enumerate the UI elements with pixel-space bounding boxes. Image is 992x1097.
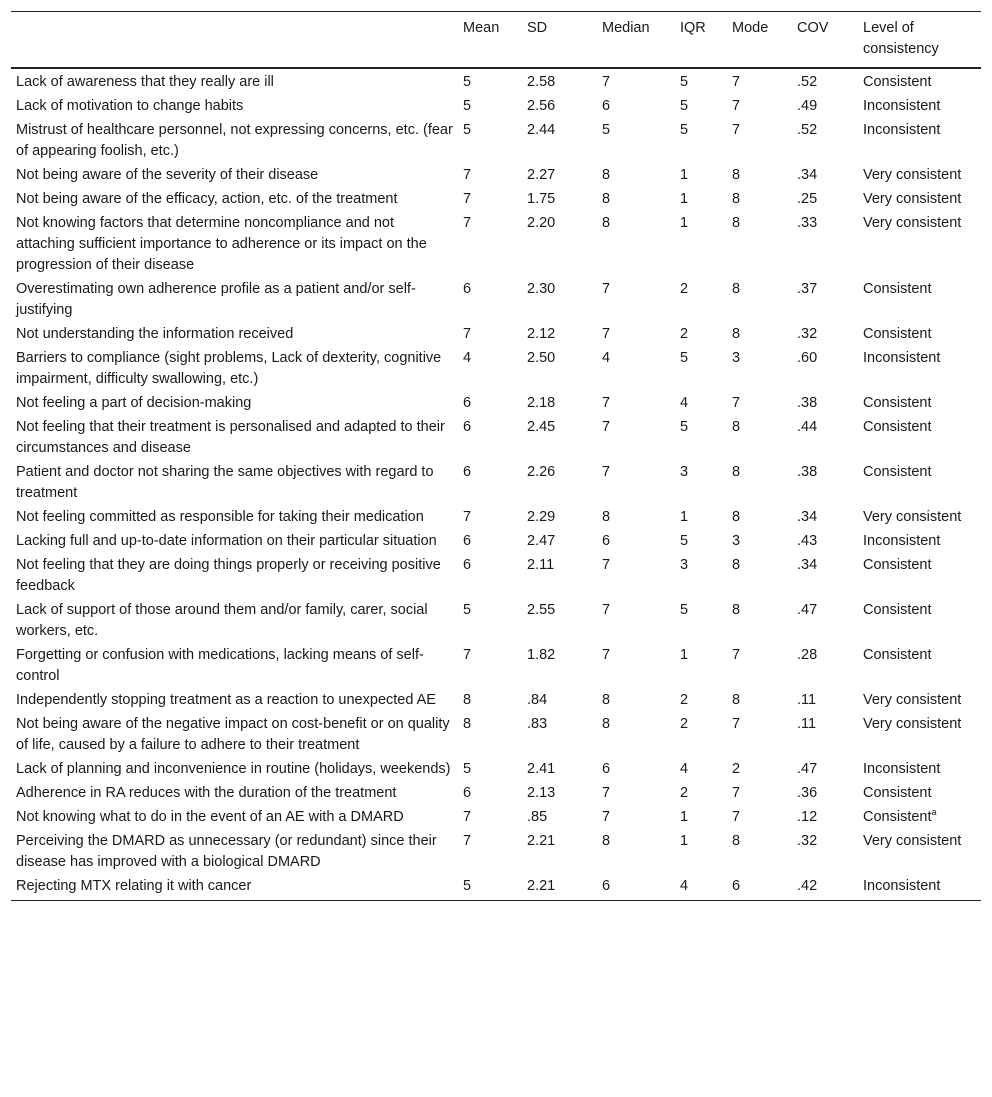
cell-level: Very consistent — [863, 191, 962, 207]
cell-sd: 2.18 — [527, 395, 556, 411]
cell-factor: Perceiving the DMARD as unnecessary (or redundant) since their disease has improved with a biological DMARD — [16, 833, 437, 870]
cell-cov: .43 — [797, 533, 818, 549]
cell-mode: 2 — [732, 761, 741, 777]
table-row — [11, 460, 981, 505]
cell-median: 7 — [602, 809, 611, 825]
cell-mean: 6 — [463, 464, 472, 480]
table-row — [11, 529, 981, 553]
cell-iqr: 2 — [680, 716, 689, 732]
cell-iqr: 5 — [680, 602, 689, 618]
cell-median: 8 — [602, 191, 611, 207]
cell-mode: 8 — [732, 557, 741, 573]
cell-level: Consistent$^a$ — [863, 807, 937, 825]
cell-factor: Not being aware of the negative impact on cost-benefit or on quality of life, caused by a failure to adhere to their treatment — [16, 716, 450, 753]
cell-factor: Rejecting MTX relating it with cancer — [11, 874, 458, 901]
cell-cov: .25 — [797, 191, 818, 207]
cell-level: Inconsistent — [863, 533, 941, 549]
cell-mode: 3 — [732, 350, 741, 366]
cell-mode: 8 — [732, 692, 741, 708]
cell-factor: Not feeling committed as responsible for taking their medication — [16, 509, 424, 525]
cell-mode: 8 — [732, 281, 741, 297]
cell-iqr: 2 — [680, 326, 689, 342]
cell-mode: 7 — [732, 74, 741, 90]
cell-cov: .28 — [797, 647, 818, 663]
cell-cov: .11 — [797, 692, 817, 708]
cell-level: Consistent — [863, 74, 932, 90]
cell-mean: 6 — [463, 533, 472, 549]
cell-iqr: 2 — [680, 281, 689, 297]
table-row — [11, 829, 981, 874]
cell-factor: Adherence in RA reduces with the duration of the treatment — [16, 785, 397, 801]
cell-iqr: 4 — [675, 874, 727, 901]
cell-factor: Not knowing factors that determine noncompliance and not attaching sufficient importance to adherence or its impact on the progression of their disease — [16, 215, 427, 273]
cell-sd: .83 — [527, 716, 548, 732]
cell-mode: 8 — [732, 602, 741, 618]
cell-iqr: 1 — [680, 647, 689, 663]
cell-factor: Lack of support of those around them and/or family, carer, social workers, etc. — [16, 602, 428, 639]
cell-cov: .34 — [797, 509, 818, 525]
cell-cov: .34 — [797, 167, 818, 183]
cell-iqr: 4 — [680, 395, 689, 411]
cell-cov: .52 — [797, 122, 818, 138]
cell-mean: 8 — [463, 692, 472, 708]
header-median: Median — [597, 12, 675, 69]
cell-median: 7 — [602, 419, 611, 435]
cell-cov: .36 — [797, 785, 818, 801]
cell-sd: 2.41 — [527, 761, 556, 777]
cell-factor: Lack of planning and inconvenience in routine (holidays, weekends) — [16, 761, 451, 777]
cell-mode: 8 — [732, 215, 741, 231]
cell-median: 7 — [602, 602, 611, 618]
cell-factor: Forgetting or confusion with medications, lacking means of self-control — [16, 647, 424, 684]
cell-iqr: 5 — [680, 350, 689, 366]
cell-sd: 2.58 — [527, 74, 556, 90]
cell-median: 6 — [602, 533, 611, 549]
cell-level: Very consistent — [863, 692, 962, 708]
cell-mean: 6 — [463, 785, 472, 801]
cell-level: Inconsistent — [863, 350, 941, 366]
cell-factor: Mistrust of healthcare personnel, not expressing concerns, etc. (fear of appearing foolish, etc.) — [16, 122, 453, 159]
cell-mean: 7 — [463, 647, 472, 663]
cell-level: Consistent — [863, 464, 932, 480]
cell-level: Very consistent — [863, 509, 962, 525]
cell-cov: .44 — [797, 419, 818, 435]
cell-mean: 6 — [463, 419, 472, 435]
cell-mean: 7 — [463, 833, 472, 849]
cell-median: 7 — [602, 647, 611, 663]
cell-iqr: 3 — [680, 464, 689, 480]
cell-sd: 2.13 — [527, 785, 556, 801]
cell-iqr: 1 — [680, 809, 689, 825]
cell-cov: .33 — [797, 215, 818, 231]
cell-sd: 2.20 — [527, 215, 556, 231]
cell-sd: 1.82 — [527, 647, 556, 663]
cell-mode: 7 — [732, 809, 741, 825]
cell-median: 5 — [602, 122, 611, 138]
cell-cov: .38 — [797, 395, 818, 411]
cell-cov: .47 — [797, 602, 818, 618]
cell-sd: 2.29 — [527, 509, 556, 525]
cell-level: Consistent — [863, 557, 932, 573]
cell-level: Inconsistent — [863, 761, 941, 777]
cell-mode: 3 — [732, 533, 741, 549]
table-row — [11, 163, 981, 187]
cell-iqr: 5 — [680, 533, 689, 549]
cell-sd: 2.26 — [527, 464, 556, 480]
cell-median: 8 — [602, 167, 611, 183]
cell-mode: 8 — [732, 833, 741, 849]
cell-mode: 8 — [732, 419, 741, 435]
cell-median: 6 — [602, 98, 611, 114]
cell-cov: .34 — [797, 557, 818, 573]
cell-sd: 2.44 — [527, 122, 556, 138]
cell-mean: 4 — [463, 350, 472, 366]
cell-median: 6 — [597, 874, 675, 901]
header-mean: Mean — [458, 12, 522, 69]
table-row — [11, 805, 981, 829]
cell-iqr: 1 — [680, 167, 689, 183]
cell-sd: .85 — [527, 809, 548, 825]
table-row — [11, 346, 981, 391]
table-row — [11, 322, 981, 346]
cell-level: Inconsistent — [863, 122, 941, 138]
cell-factor: Not feeling that they are doing things properly or receiving positive feedback — [16, 557, 441, 594]
cell-cov: .42 — [792, 874, 858, 901]
cell-iqr: 1 — [680, 833, 689, 849]
cell-mean: 7 — [463, 809, 472, 825]
cell-median: 8 — [602, 215, 611, 231]
cell-mode: 7 — [732, 98, 741, 114]
cell-cov: .49 — [797, 98, 818, 114]
cell-cov: .47 — [797, 761, 818, 777]
cell-factor: Not feeling that their treatment is personalised and adapted to their circumstances and disease — [16, 419, 445, 456]
cell-sd: .84 — [527, 692, 548, 708]
cell-mean: 5 — [463, 602, 472, 618]
cell-factor: Lacking full and up-to-date information on their particular situation — [16, 533, 437, 549]
cell-median: 4 — [602, 350, 611, 366]
table-row — [11, 277, 981, 322]
cell-iqr: 5 — [680, 122, 689, 138]
table-row — [11, 643, 981, 688]
cell-level: Consistent — [863, 395, 932, 411]
cell-sd: 2.56 — [527, 98, 556, 114]
cell-iqr: 1 — [680, 509, 689, 525]
table-row — [11, 553, 981, 598]
cell-mean: 6 — [463, 395, 472, 411]
cell-median: 8 — [602, 833, 611, 849]
cell-median: 7 — [602, 464, 611, 480]
cell-sd: 2.21 — [527, 833, 556, 849]
cell-iqr: 2 — [680, 785, 689, 801]
table-row — [11, 781, 981, 805]
cell-iqr: 4 — [680, 761, 689, 777]
cell-mean: 7 — [463, 191, 472, 207]
table-row — [11, 187, 981, 211]
cell-factor: Barriers to compliance (sight problems, Lack of dexterity, cognitive impairment, difficulty swallowing, etc.) — [16, 350, 442, 387]
cell-sd: 2.45 — [527, 419, 556, 435]
cell-level: Consistent — [863, 419, 932, 435]
cell-cov: .11 — [797, 716, 817, 732]
cell-cov: .32 — [797, 326, 818, 342]
cell-level: Inconsistent — [858, 874, 981, 901]
table-row — [11, 94, 981, 118]
cell-mode: 7 — [732, 647, 741, 663]
cell-mean: 7 — [463, 215, 472, 231]
cell-mode: 8 — [732, 509, 741, 525]
header-row — [11, 12, 981, 69]
cell-mode: 8 — [732, 167, 741, 183]
cell-level: Consistent — [863, 602, 932, 618]
table-row — [11, 598, 981, 643]
cell-median: 7 — [602, 326, 611, 342]
cell-factor: Patient and doctor not sharing the same objectives with regard to treatment — [16, 464, 434, 501]
cell-median: 6 — [602, 761, 611, 777]
cell-factor: Overestimating own adherence profile as a patient and/or self-justifying — [16, 281, 416, 318]
cell-median: 7 — [602, 785, 611, 801]
table-row — [11, 391, 981, 415]
cell-factor: Not being aware of the severity of their disease — [16, 167, 319, 183]
cell-cov: .32 — [797, 833, 818, 849]
cell-sd: 2.30 — [527, 281, 556, 297]
cell-sd: 2.50 — [527, 350, 556, 366]
cell-mean: 7 — [463, 167, 472, 183]
cell-factor: Lack of motivation to change habits — [16, 98, 244, 114]
cell-cov: .37 — [797, 281, 818, 297]
cell-level: Very consistent — [863, 833, 962, 849]
cell-mode: 7 — [732, 785, 741, 801]
cell-iqr: 3 — [680, 557, 689, 573]
table-row — [11, 415, 981, 460]
header-factor — [11, 12, 458, 69]
cell-mean: 6 — [463, 557, 472, 573]
cell-cov: .12 — [797, 809, 818, 825]
cell-mode: 7 — [732, 122, 741, 138]
cell-mean: 5 — [458, 874, 522, 901]
cell-mode: 8 — [732, 326, 741, 342]
cell-sd: 2.27 — [527, 167, 556, 183]
table-row — [11, 712, 981, 757]
cell-median: 7 — [602, 74, 611, 90]
statistics-table — [11, 11, 981, 901]
cell-mode: 6 — [727, 874, 792, 901]
cell-iqr: 2 — [680, 692, 689, 708]
cell-sd: 2.11 — [527, 557, 555, 573]
cell-mean: 5 — [463, 74, 472, 90]
cell-iqr: 5 — [680, 74, 689, 90]
table-row — [11, 688, 981, 712]
cell-mean: 6 — [463, 281, 472, 297]
cell-sd: 2.21 — [522, 874, 597, 901]
cell-factor: Lack of awareness that they really are ill — [16, 74, 274, 90]
cell-factor: Not feeling a part of decision-making — [16, 395, 252, 411]
cell-cov: .38 — [797, 464, 818, 480]
cell-iqr: 1 — [680, 191, 689, 207]
table-row — [11, 211, 981, 277]
cell-level: Consistent — [863, 281, 932, 297]
cell-level: Consistent — [863, 326, 932, 342]
cell-median: 8 — [602, 509, 611, 525]
cell-sd: 2.55 — [527, 602, 556, 618]
cell-mode: 7 — [732, 716, 741, 732]
cell-median: 7 — [602, 395, 611, 411]
cell-level: Very consistent — [863, 215, 962, 231]
cell-factor: Not being aware of the efficacy, action, etc. of the treatment — [16, 191, 398, 207]
header-sd: SD — [522, 12, 597, 69]
header-level: Level of consistency — [858, 12, 981, 69]
cell-mean: 7 — [463, 326, 472, 342]
cell-iqr: 1 — [680, 215, 689, 231]
cell-median: 7 — [602, 557, 611, 573]
cell-mean: 5 — [463, 122, 472, 138]
cell-level: Inconsistent — [863, 98, 941, 114]
header-cov: COV — [792, 12, 858, 69]
cell-sd: 1.75 — [527, 191, 556, 207]
cell-sd: 2.12 — [527, 326, 556, 342]
cell-median: 7 — [602, 281, 611, 297]
header-mode: Mode — [727, 12, 792, 69]
cell-level: Very consistent — [863, 716, 962, 732]
table-row — [11, 757, 981, 781]
cell-mode: 7 — [732, 395, 741, 411]
cell-iqr: 5 — [680, 419, 689, 435]
cell-factor: Not understanding the information received — [16, 326, 294, 342]
cell-level: Consistent — [863, 647, 932, 663]
cell-mean: 7 — [463, 509, 472, 525]
cell-mean: 5 — [463, 98, 472, 114]
cell-iqr: 5 — [680, 98, 689, 114]
table-row — [11, 68, 981, 94]
cell-median: 8 — [602, 716, 611, 732]
header-iqr: IQR — [675, 12, 727, 69]
cell-sd: 2.47 — [527, 533, 556, 549]
cell-factor: Not knowing what to do in the event of an AE with a DMARD — [16, 809, 404, 825]
cell-cov: .60 — [797, 350, 818, 366]
cell-cov: .52 — [797, 74, 818, 90]
table-row — [11, 505, 981, 529]
cell-mean: 5 — [463, 761, 472, 777]
table-row — [11, 874, 981, 901]
cell-factor: Independently stopping treatment as a reaction to unexpected AE — [16, 692, 436, 708]
cell-mode: 8 — [732, 191, 741, 207]
footnote-marker: a — [931, 807, 937, 818]
cell-level: Consistent — [863, 785, 932, 801]
table-row — [11, 118, 981, 163]
cell-mode: 8 — [732, 464, 741, 480]
cell-mean: 8 — [463, 716, 472, 732]
cell-median: 8 — [602, 692, 611, 708]
cell-level: Very consistent — [863, 167, 962, 183]
